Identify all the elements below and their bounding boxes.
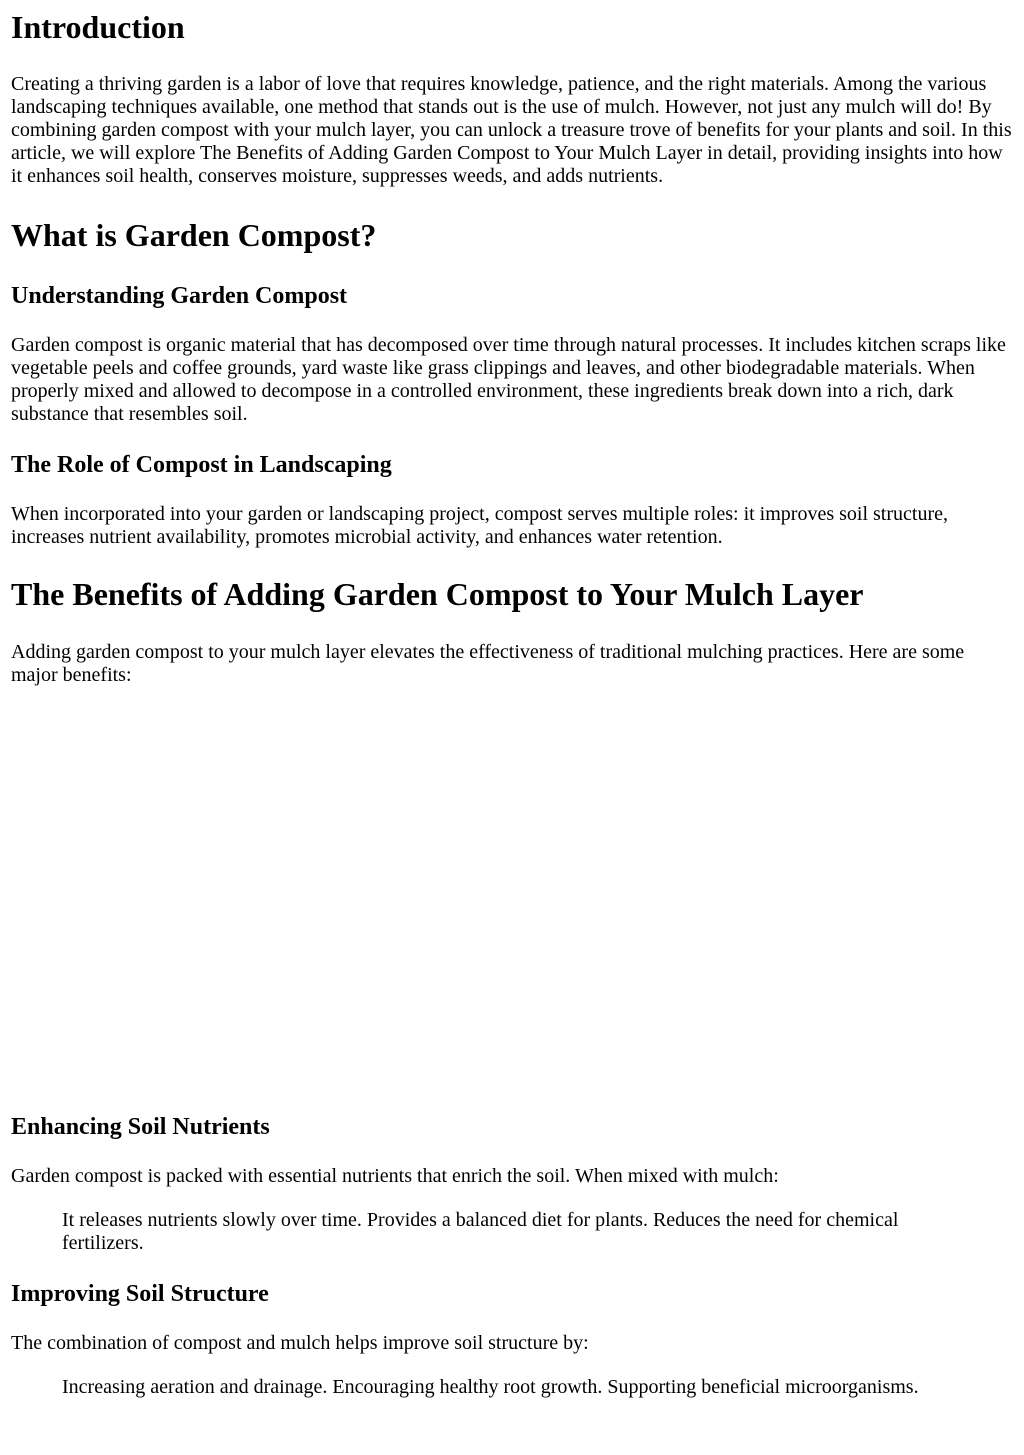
- enhancing-nutrients-paragraph: Garden compost is packed with essential nutrients that enrich the soil. When mixed with mulch:: [11, 1165, 779, 1187]
- improving-structure-heading: Improving Soil Structure: [11, 1281, 269, 1307]
- understanding-compost-paragraph: Garden compost is organic material that has decomposed over time through natural processes. It includes kitchen scraps like vegetable peels and coffee grounds, yard waste like grass clippings and leaves, and other biodegradable materials. When properly mixed and allowed to decompose in a controlled environment, these ingredients break down into a rich, dark substance that resembles soil.: [11, 334, 1006, 425]
- improving-structure-paragraph: The combination of compost and mulch helps improve soil structure by:: [11, 1332, 589, 1354]
- introduction-heading: Introduction: [11, 9, 185, 45]
- understanding-compost-heading: Understanding Garden Compost: [11, 283, 348, 309]
- article: [0, 9, 1024, 1399]
- enhancing-nutrients-quote: It releases nutrients slowly over time. Provides a balanced diet for plants. Reduces the need for chemical fertilizers.: [62, 1209, 899, 1254]
- introduction-paragraph: Creating a thriving garden is a labor of love that requires knowledge, patience, and the right materials. Among the various landscaping techniques available, one method that stands out is the use of mulch. However, not just any mulch will do! By combining garden compost with your mulch layer, you can unlock a treasure trove of benefits for your plants and soil. In this article, we will explore The Benefits of Adding Garden Compost to Your Mulch Layer in detail, providing insights into how it enhances soil health, conserves moisture, suppresses weeds, and adds nutrients.: [11, 73, 1012, 187]
- benefits-paragraph: Adding garden compost to your mulch layer elevates the effectiveness of traditional mulching practices. Here are some major benefits:: [11, 641, 965, 686]
- improving-structure-quote: Increasing aeration and drainage. Encouraging healthy root growth. Supporting beneficial microorganisms.: [62, 1376, 919, 1398]
- role-of-compost-heading: The Role of Compost in Landscaping: [11, 452, 392, 478]
- what-is-compost-heading: What is Garden Compost?: [11, 217, 377, 253]
- role-of-compost-paragraph: When incorporated into your garden or landscaping project, compost serves multiple roles: it improves soil structure, increases nutrient availability, promotes microbial activity, and enhances water retention.: [11, 503, 948, 548]
- enhancing-nutrients-heading: Enhancing Soil Nutrients: [11, 1114, 270, 1140]
- blank-image-area: [11, 687, 1014, 1113]
- benefits-heading: The Benefits of Adding Garden Compost to Your Mulch Layer: [11, 576, 864, 612]
